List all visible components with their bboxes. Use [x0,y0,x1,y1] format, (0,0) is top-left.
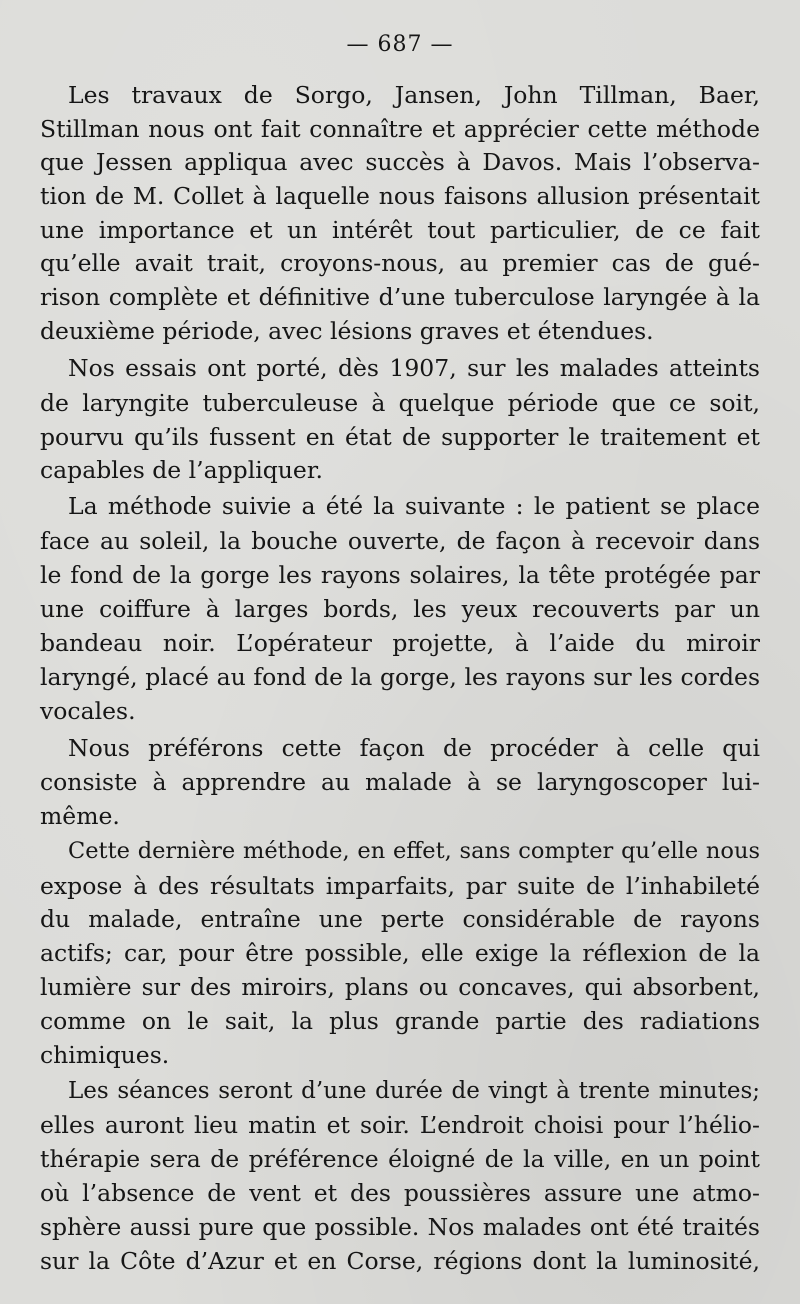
text-line: une coiffure à larges bords, les yeux recouverts par un [40,595,760,623]
text-line: thérapie sera de préférence éloigné de la ville, en un point [40,1145,760,1173]
text-line: du malade, entraîne une perte considérable de rayons [40,905,760,933]
text-line: Cette dernière méthode, en effet, sans compter qu’elle nous [68,838,760,864]
text-line: Nous préférons cette façon de procéder à celle qui [68,734,760,762]
text-line: La méthode suivie a été la suivante : le patient se place [68,492,760,520]
text-line: lumière sur des miroirs, plans ou concaves, qui absorbent, [40,973,760,1001]
text-line: Les séances seront d’une durée de vingt à trente minutes; [68,1078,760,1104]
text-line: chimiques. [40,1041,170,1069]
text-line: même. [40,802,120,830]
text-line: une importance et un intérêt tout particulier, de ce fait [40,216,760,244]
text-line: sur la Côte d’Azur et en Corse, régions dont la luminosité, [40,1247,760,1275]
text-line: Stillman nous ont fait connaître et apprécier cette méthode [40,115,760,143]
text-line: consiste à apprendre au malade à se laryngoscoper lui- [40,768,760,796]
text-line: sphère aussi pure que possible. Nos malades ont été traités [40,1213,760,1241]
text-line: vocales. [40,697,136,725]
text-line: capables de l’appliquer. [40,456,323,484]
text-line: tion de M. Collet à laquelle nous faisons allusion présentait [40,182,760,210]
text-line: pourvu qu’ils fussent en état de supporter le traitement et [40,423,760,451]
text-line: de laryngite tuberculeuse à quelque période que ce soit, [40,389,760,417]
text-line: bandeau noir. L’opérateur projette, à l’aide du miroir [40,629,760,657]
text-line: comme on le sait, la plus grande partie des radiations [40,1007,760,1035]
text-line: que Jessen appliqua avec succès à Davos. Mais l’observa- [40,148,760,176]
page-number: — 687 — [346,32,454,57]
text-line: le fond de la gorge les rayons solaires, la tête protégée par [40,561,760,589]
text-line: rison complète et définitive d’une tuberculose laryngée à la [40,283,760,311]
text-line: Les travaux de Sorgo, Jansen, John Tillman, Baer, [68,81,760,109]
text-line: face au soleil, la bouche ouverte, de façon à recevoir dans [40,527,760,555]
text-line: laryngé, placé au fond de la gorge, les rayons sur les cordes [40,663,760,691]
text-line: expose à des résultats imparfaits, par suite de l’inhabileté [40,872,760,900]
text-line: deuxième période, avec lésions graves et étendues. [40,317,654,345]
text-line: actifs; car, pour être possible, elle exige la réflexion de la [40,939,760,967]
text-line: où l’absence de vent et des poussières assure une atmo- [40,1179,760,1207]
text-line: Nos essais ont porté, dès 1907, sur les malades atteints [68,354,760,382]
text-line: elles auront lieu matin et soir. L’endroit choisi pour l’hélio- [40,1111,760,1139]
text-line: qu’elle avait trait, croyons-nous, au premier cas de gué- [40,249,760,277]
